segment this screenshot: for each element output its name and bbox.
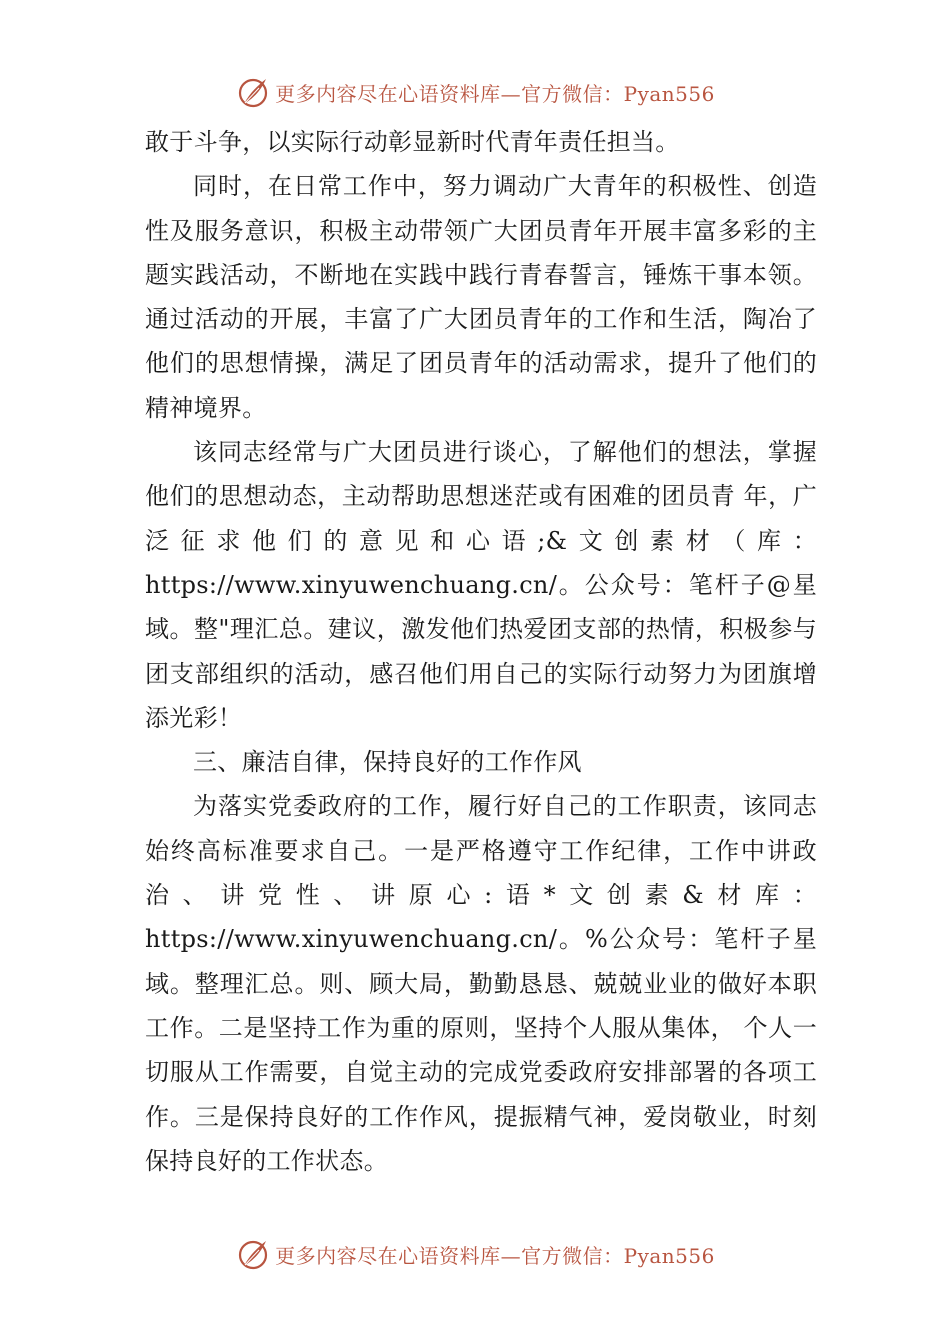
feather-pen-logo-icon [235, 74, 271, 110]
paragraph-2: 同时，在日常工作中，努力调动广大青年的积极性、创造性及服务意识，积极主动带领广大团员青年开展丰富多彩的主题实践活动，不断地在实践中践行青春誓言，锤炼干事本领。通过活动的开展，丰富了广大团员青年的工作和生活，陶冶了他们的思想情操，满足了团员青年的活动需求，提升了他们的精神境界。 [145, 172, 817, 422]
feather-pen-logo-icon [235, 1236, 271, 1272]
footer-banner-text: 更多内容尽在心语资料库—官方微信：Pyan556 [275, 1243, 715, 1268]
section-heading: 三、廉洁自律，保持良好的工作作风 [193, 748, 582, 777]
paragraph-3: 该同志经常与广大团员进行谈心，了解他们的想法，掌握他们的思想动态，主动帮助思想迷茫或有困难的团员青 年，广泛征求他们的意见和心语;&文创素材（库：https://www.xinyuwenchuang.cn/。公众号：笔杆子@星域。整"理汇总。建议，激发他们热爱团支部的热情，积极参与团支部组织的活动，感召他们用自己的实际行动努力为团旗增添光彩！ [145, 438, 817, 732]
header-banner-text: 更多内容尽在心语资料库—官方微信：Pyan556 [275, 81, 715, 106]
footer-banner [0, 1232, 950, 1276]
paragraph-4: 为落实党委政府的工作，履行好自己的工作职责，该同志始终高标准要求自己。一是严格遵守工作纪律，工作中讲政治、讲党性、讲原心:语*文创素&材库：https://www.xinyuwenchuang.cn/。%公众号：笔杆子星域。整理汇总。则、顾大局，勤勤恳恳、兢兢业业的做好本职工作。二是坚持工作为重的原则，坚持个人服从集体， 个人一切服从工作需要，自觉主动的完成党委政府安排部署的各项工作。三是保持良好的工作作风，提振精气神，爱岗敬业，时刻保持良好的工作状态。 [145, 792, 817, 1175]
document-body [145, 120, 817, 1183]
header-banner [0, 70, 950, 114]
paragraph-1: 敢于斗争，以实际行动彰显新时代青年责任担当。 [145, 128, 680, 156]
